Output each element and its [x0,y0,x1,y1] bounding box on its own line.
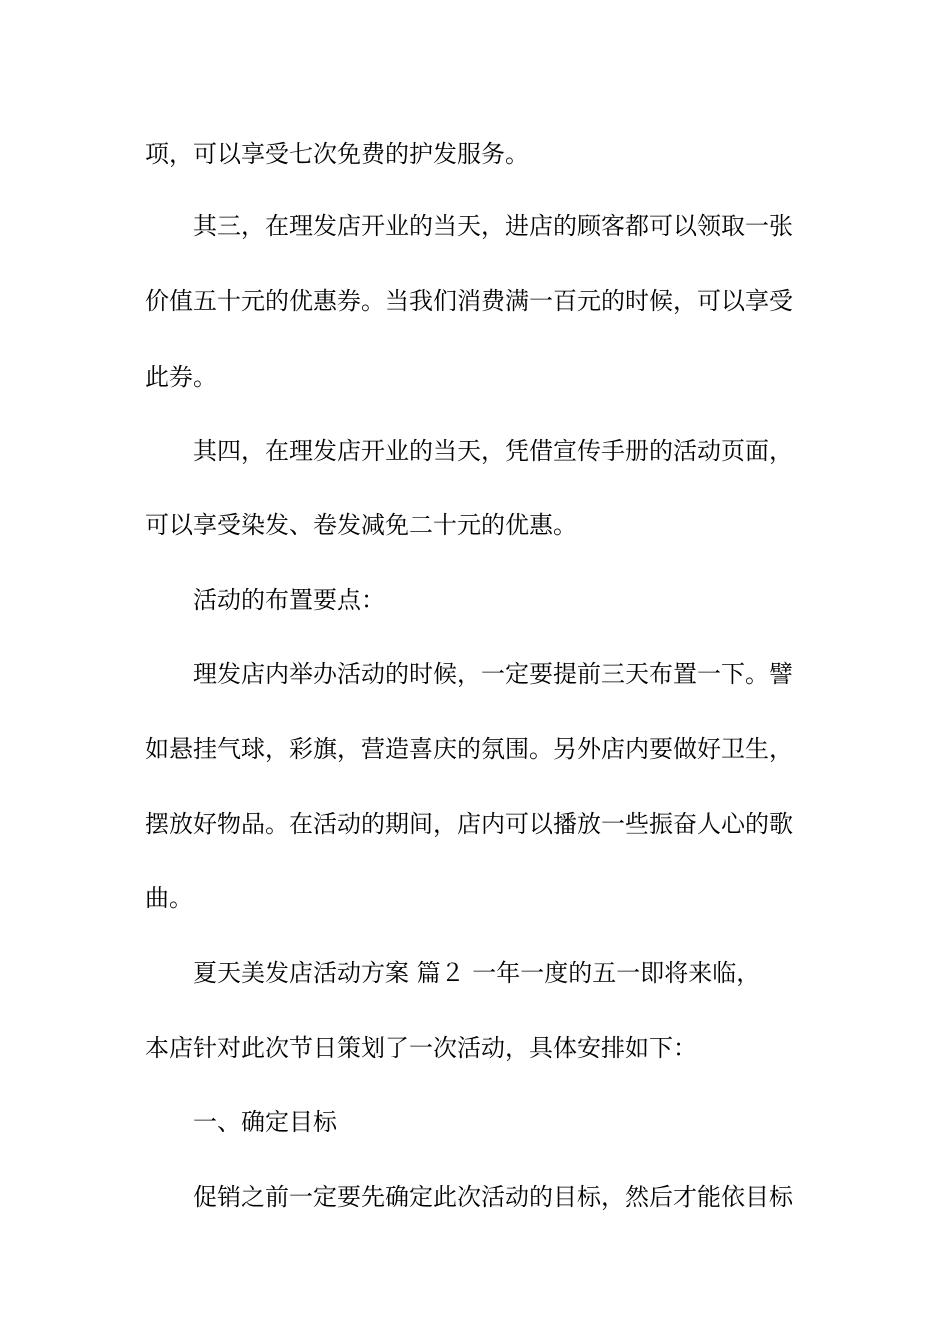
text-line: 项，可以享受七次免费的护发服务。 [145,140,529,168]
text-line: 可以享受染发、卷发减免二十元的优惠。 [145,511,577,539]
text-line: 摆放好物品。在活动的期间，店内可以播放一些振奋人心的歌 [145,810,793,838]
text-line: 如悬挂气球，彩旗，营造喜庆的氛围。另外店内要做好卫生， [145,735,793,763]
text-line: 此券。 [145,363,217,391]
text-line: 促销之前一定要先确定此次活动的目标，然后才能依目标 [193,1183,793,1211]
text-line: 价值五十元的优惠券。当我们消费满一百元的时候，可以享受 [145,287,793,315]
text-line: 曲。 [145,884,193,912]
text-line: 夏天美发店活动方案 篇２ 一年一度的五一即将来临， [193,959,761,987]
text-line: 理发店内举办活动的时候，一定要提前三天布置一下。譬 [193,660,793,688]
section-heading: 一、确定目标 [193,1108,337,1136]
section-heading: 活动的布置要点： [193,586,385,614]
text-line: 其四，在理发店开业的当天，凭借宣传手册的活动页面， [193,437,793,465]
text-line: 本店针对此次节日策划了一次活动，具体安排如下： [145,1034,697,1062]
text-line: 其三，在理发店开业的当天，进店的顾客都可以领取一张 [193,212,793,240]
